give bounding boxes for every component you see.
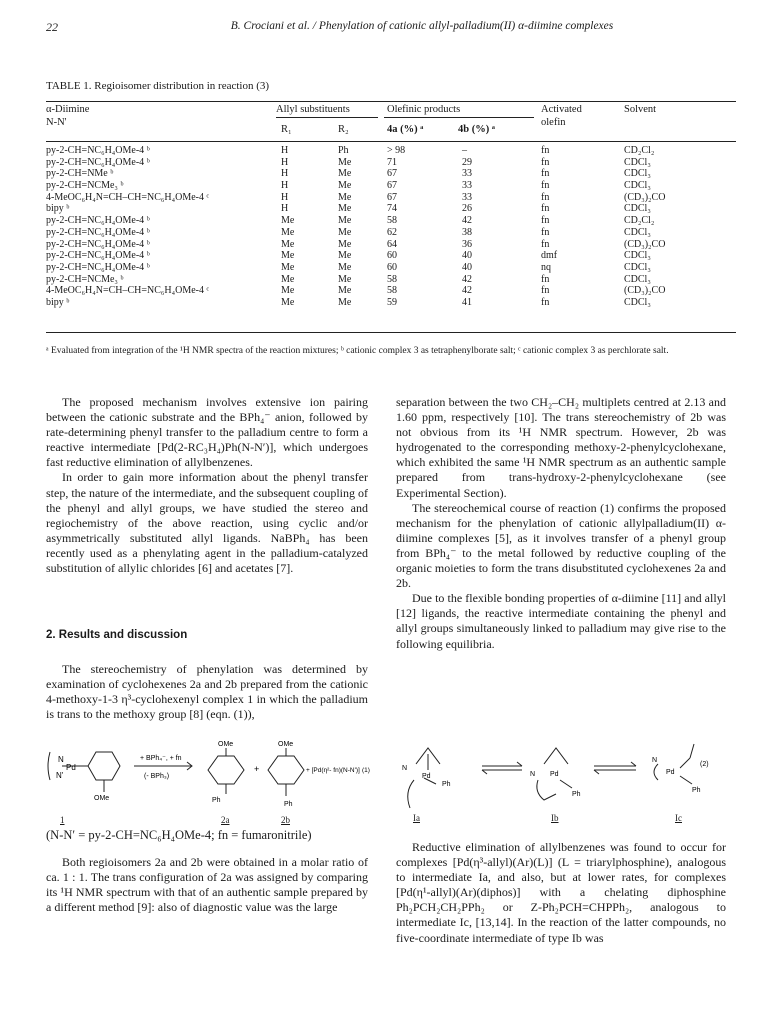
table-cell-ligand: py-2-CH=NC₆H₄OMe-4 ᵇ <box>46 238 150 250</box>
table-cell-olefin: fn <box>541 238 550 250</box>
table-header-rule <box>46 141 736 142</box>
table-cell-ligand: py-2-CH=NC₆H₄OMe-4 ᵇ <box>46 250 150 262</box>
table-cell-ligand: py-2-CH=NC₆H₄OMe-4 ᵇ <box>46 215 150 227</box>
header-olefinic: Olefinic products <box>387 104 461 115</box>
col-solvent <box>624 145 665 309</box>
table-cell-b: 36 <box>462 238 472 250</box>
running-title: B. Crociani et al. / Phenylation of cationic allyl-palladium(II) α-diimine complexes <box>230 20 614 32</box>
table-cell-a: 67 <box>387 168 397 180</box>
table-cell-olefin: fn <box>541 145 550 156</box>
table-cell-olefin: fn <box>541 215 550 227</box>
table-cell-b: 33 <box>462 180 472 192</box>
eq-label: (2) <box>700 761 709 768</box>
right-column-top <box>396 395 726 652</box>
left-column-bottom <box>46 855 368 915</box>
ph-label: Ph <box>442 781 451 788</box>
table-cell-r2: Me <box>338 156 352 168</box>
left-column-mid <box>46 662 368 722</box>
table-bottom-rule <box>46 332 736 333</box>
col-4a <box>387 145 405 309</box>
table-cell-ligand: bipy ᵇ <box>46 296 70 308</box>
table-cell-solvent: CDCl₃ <box>624 261 651 273</box>
table-cell-solvent: (CD₃)₂CO <box>624 285 666 297</box>
header-4a: 4a (%) ᵃ <box>387 124 424 135</box>
table-cell-olefin: fn <box>541 226 550 238</box>
left-column-top <box>46 395 368 576</box>
paragraph: The stereochemistry of phenylation was determined by examination of cyclohexenes 2a and 2b prepared from the cationic 4-methoxy-1-3 η³-cyclohexenyl complex 1 in which the palladium is trans to the methoxy group [8] (eqn. (1)), <box>46 662 368 722</box>
header-allyl: Allyl substituents <box>276 104 350 115</box>
ome-label: OMe <box>94 795 110 802</box>
table-cell-solvent: CDCl₃ <box>624 203 651 215</box>
table-cell-a: 60 <box>387 261 397 273</box>
header-diimine: α-Diimine <box>46 104 90 115</box>
table-cell-r2: Me <box>338 296 352 308</box>
table-cell-ligand: py-2-CH=NCMe₃ ᵇ <box>46 273 124 285</box>
olefinic-subrule <box>384 117 534 118</box>
header-olefin: olefin <box>541 117 566 128</box>
table-cell-a: 62 <box>387 226 397 238</box>
section-heading: 2. Results and discussion <box>46 629 188 641</box>
table-cell-b: 33 <box>462 191 472 203</box>
paragraph: In order to gain more information about the phenyl transfer step, the nature of the intermediate, and the subsequent coupling of the phenyl and allyl groups, we have studied the stereo and regiochemistry of the above reaction, using cyclic and/or asymmetrically substituted allyl ligands. NaBPh₄ has been recently used as a phenylating agent in the palladium-catalyzed substitution of allylic chlorides [6] and acetates [7]. <box>46 470 368 576</box>
col-r2 <box>338 145 351 309</box>
table-cell-b: 29 <box>462 156 472 168</box>
table-cell-solvent: (CD₃)₂CO <box>624 238 666 250</box>
header-solvent: Solvent <box>624 104 657 115</box>
table-cell-a: > 98 <box>387 145 406 156</box>
table-cell-olefin: fn <box>541 168 550 180</box>
pd-label: Pd <box>550 771 559 778</box>
allyl-subrule <box>276 117 378 118</box>
table-cell-b: 40 <box>462 261 472 273</box>
n-label: N <box>652 757 658 764</box>
col-ligand <box>46 145 209 309</box>
compound-label: 1 <box>60 815 65 825</box>
compound-label: Ia <box>413 813 420 823</box>
table-cell-r1: Me <box>281 238 295 250</box>
table-cell-solvent: CDCl₃ <box>624 156 651 168</box>
table-cell-b: 41 <box>462 296 472 308</box>
table-cell-r2: Me <box>338 168 352 180</box>
table-cell-b: 38 <box>462 226 472 238</box>
table-cell-solvent: (CD₃)₂CO <box>624 191 666 203</box>
n-label: N <box>402 765 408 772</box>
table-cell-a: 74 <box>387 203 397 215</box>
table-cell-olefin: dmf <box>541 250 558 262</box>
table-cell-ligand: py-2-CH=NMe ᵇ <box>46 168 114 180</box>
equation-note: (N-N′ = py-2-CH=NC₆H₄OMe-4; fn = fumaronitrile) <box>46 828 312 842</box>
table-cell-r1: Me <box>281 250 295 262</box>
table-cell-a: 58 <box>387 285 397 297</box>
reaction-scheme-1 <box>44 740 374 840</box>
table-cell-r2: Me <box>338 215 352 227</box>
compound-label: Ic <box>675 813 682 823</box>
table-cell-r2: Me <box>338 285 352 297</box>
table-cell-ligand: py-2-CH=NC₆H₄OMe-4 ᵇ <box>46 156 150 168</box>
pd-label: Pd <box>422 773 431 780</box>
col-r1 <box>281 145 294 309</box>
table-cell-r2: Ph <box>338 145 349 156</box>
table-cell-ligand: py-2-CH=NCMe₃ ᵇ <box>46 180 124 192</box>
table-cell-ligand: py-2-CH=NC₆H₄OMe-4 ᵇ <box>46 226 150 238</box>
table-cell-solvent: CDCl₃ <box>624 250 651 262</box>
compound-label: Ib <box>551 813 559 823</box>
ph-label: Ph <box>284 801 293 808</box>
table-cell-olefin: fn <box>541 296 550 308</box>
table-cell-a: 58 <box>387 273 397 285</box>
table-cell-r1: H <box>281 156 289 168</box>
table-cell-ligand: 4-MeOC₆H₄N=CH–CH=NC₆H₄OMe-4 ᶜ <box>46 191 210 203</box>
table-cell-olefin: fn <box>541 285 550 297</box>
table-cell-r1: Me <box>281 285 295 297</box>
col-4b <box>462 145 472 309</box>
table-caption: TABLE 1. Regioisomer distribution in reaction (3) <box>46 80 270 92</box>
paragraph: Both regioisomers 2a and 2b were obtained in a molar ratio of ca. 1 : 1. The trans configuration of 2a was assigned by comparing its ¹H NMR spectrum with that of an authentic sample prepared by a different method [9]: also of diagnostic value was the large <box>46 855 368 915</box>
paragraph: Due to the flexible bonding properties of α-diimine [11] and allyl [12] ligands, the reactive intermediate containing the phenyl and allyl groups simultaneously linked to palladium may give rise to the following equilibria. <box>396 591 726 651</box>
pd-label: Pd <box>66 763 76 772</box>
table-cell-b: 26 <box>462 203 472 215</box>
table-cell-solvent: CDCl₃ <box>624 168 651 180</box>
paragraph: Reductive elimination of allylbenzenes was found to occur for complexes [Pd(η³-allyl)(Ar)(L)] (L = triarylphosphine), analogous to intermediate Ia, and also, but at lower rates, for complexes [Pd(η¹-allyl)(Ar)(diphos)] with a chelating diphosphine Ph₂PCH₂CH₂PPh₂ or Z-Ph₂PCH=CHPPh₂, analogous to intermediate Ic, [13,14]. In the reaction of the latter compounds, no five-coordinate intermediate of type Ib was <box>396 840 726 945</box>
table-cell-solvent: CD₂Cl₂ <box>624 215 655 227</box>
table-cell-b: 40 <box>462 250 472 262</box>
paragraph: The stereochemical course of reaction (1) confirms the proposed mechanism for the phenylation of cationic allylpalladium(II) α-diimine complexes [5], as it involves transfer of a phenyl group from BPh₄⁻ to the metal followed by reductive coupling of the organic moieties to form the trans disubstituted cyclohexenes 2a and 2b. <box>396 500 726 591</box>
table-cell-r2: Me <box>338 180 352 192</box>
table-cell-solvent: CDCl₃ <box>624 296 651 308</box>
table-cell-r1: Me <box>281 261 295 273</box>
table-cell-r1: H <box>281 180 289 192</box>
paragraph: The proposed mechanism involves extensive ion pairing between the cationic substrate and the BPh₄⁻ anion, followed by rate-determining phenyl transfer to the palladium centre to form a reactive intermediate [Pd(2-RC₃H₄)Ph(N-N′)], which undergoes fast reductive elimination of allylbenzenes. <box>46 395 368 470</box>
ome-label: OMe <box>218 741 234 748</box>
compound-label: 2a <box>221 815 230 825</box>
table-cell-r1: Me <box>281 273 295 285</box>
table-cell-r1: H <box>281 203 289 215</box>
header-r2: R₂ <box>338 124 349 135</box>
table-top-rule <box>46 101 736 102</box>
product-tail: + [Pd(η²- fn)(N-N')] <box>306 767 360 774</box>
table-cell-solvent: CDCl₃ <box>624 226 651 238</box>
right-column-bottom <box>396 840 726 946</box>
header-r1: R₁ <box>281 124 292 135</box>
table-cell-solvent: CDCl₃ <box>624 180 651 192</box>
reagent-above: + BPh₄⁻, + fn <box>140 755 182 762</box>
ph-label: Ph <box>212 797 221 804</box>
ome-label: OMe <box>278 741 294 748</box>
table-cell-b: – <box>462 145 467 156</box>
n-label: N <box>58 755 64 764</box>
table-cell-olefin: fn <box>541 203 550 215</box>
table-cell-olefin: nq <box>541 261 551 273</box>
table-cell-r1: Me <box>281 296 295 308</box>
table-cell-olefin: fn <box>541 191 550 203</box>
reagent-below: (- BPh₃) <box>144 773 170 780</box>
table-cell-r2: Me <box>338 191 352 203</box>
table-cell-a: 58 <box>387 215 397 227</box>
table-cell-a: 60 <box>387 250 397 262</box>
table-cell-r2: Me <box>338 250 352 262</box>
pd-label: Pd <box>666 769 675 776</box>
n-prime-label: N' <box>56 771 64 780</box>
table-cell-a: 64 <box>387 238 397 250</box>
table-cell-r2: Me <box>338 203 352 215</box>
table-cell-a: 67 <box>387 191 397 203</box>
table-cell-solvent: CD₂Cl₂ <box>624 145 655 156</box>
n-label: N <box>530 771 536 778</box>
table-cell-a: 67 <box>387 180 397 192</box>
table-cell-a: 59 <box>387 296 397 308</box>
ph-label: Ph <box>572 791 581 798</box>
ph-label: Ph <box>692 787 701 794</box>
table-cell-ligand: 4-MeOC₆H₄N=CH–CH=NC₆H₄OMe-4 ᶜ <box>46 285 210 297</box>
table-cell-r1: H <box>281 145 289 156</box>
table-cell-ligand: py-2-CH=NC₆H₄OMe-4 ᵇ <box>46 261 150 273</box>
eq-label: (1) <box>362 767 370 774</box>
paragraph: separation between the two CH₂–CH₂ multiplets centred at 2.13 and 1.60 ppm, respectively [10]. The trans stereochemistry of 2b was not obvious from its ¹H NMR spectrum. However, 2b was hydrogenated to the corresponding methoxy-2-phenylcyclohexane, which exhibited the same ¹H NMR spectrum as an authentic sample prepared from trans-hydroxy-2-phenylcyclohexane (see Experimental Section). <box>396 395 726 500</box>
table-cell-r2: Me <box>338 238 352 250</box>
table-cell-a: 71 <box>387 156 397 168</box>
table-cell-olefin: fn <box>541 180 550 192</box>
page-number: 22 <box>46 20 58 34</box>
table-cell-r2: Me <box>338 226 352 238</box>
table-cell-r1: Me <box>281 226 295 238</box>
col-olefin <box>541 145 557 309</box>
table-cell-solvent: CDCl₃ <box>624 273 651 285</box>
table-footnote: ᵃ Evaluated from integration of the ¹H NMR spectra of the reaction mixtures; ᵇ cationic complex 3 as tetraphenylborate salt; ᶜ cationic complex 3 as perchlorate salt. <box>46 346 669 356</box>
table-cell-r1: H <box>281 168 289 180</box>
table-cell-r1: H <box>281 191 289 203</box>
table-cell-b: 33 <box>462 168 472 180</box>
compound-label: 2b <box>281 815 290 825</box>
table-cell-b: 42 <box>462 215 472 227</box>
table-cell-ligand: py-2-CH=NC₆H₄OMe-4 ᵇ <box>46 145 150 156</box>
table-cell-r2: Me <box>338 273 352 285</box>
table-cell-b: 42 <box>462 285 472 297</box>
header-4b: 4b (%) ᵃ <box>458 124 495 135</box>
table-cell-r1: Me <box>281 215 295 227</box>
header-activated: Activated <box>541 104 582 115</box>
plus-sign: + <box>254 764 260 774</box>
table-cell-olefin: fn <box>541 156 550 168</box>
header-nn: N-N' <box>46 117 67 128</box>
table-cell-ligand: bipy ᵇ <box>46 203 70 215</box>
table-cell-b: 42 <box>462 273 472 285</box>
table-cell-r2: Me <box>338 261 352 273</box>
table-cell-olefin: fn <box>541 273 550 285</box>
